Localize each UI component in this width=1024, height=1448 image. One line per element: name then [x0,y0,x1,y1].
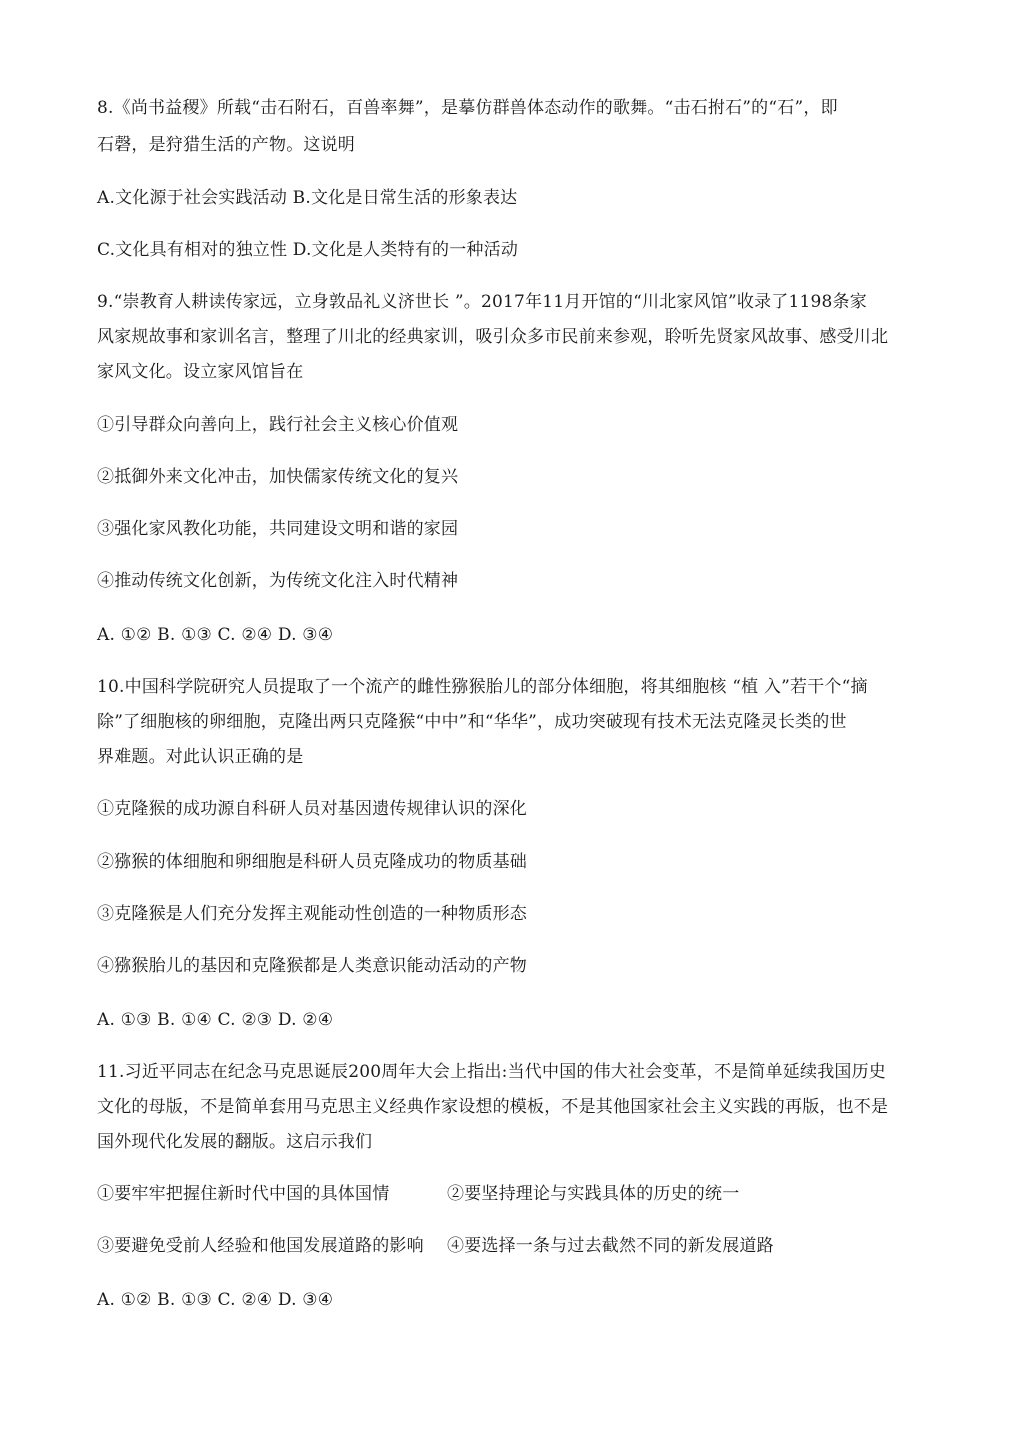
q9-item-1: ①引导群众向善向上，践行社会主义核心价值观 [97,415,459,435]
q10-item-4: ④猕猴胎儿的基因和克隆猴都是人类意识能动活动的产物 [97,956,527,976]
q11-stem-line-3: 国外现代化发展的翻版。这启示我们 [97,1132,373,1152]
q10-item-1: ①克隆猴的成功源自科研人员对基因遗传规律认识的深化 [97,799,527,819]
q11-item-1: ①要牢牢把握住新时代中国的具体国情 [97,1184,390,1204]
q10-item-3: ③克隆猴是人们充分发挥主观能动性创造的一种物质形态 [97,904,527,924]
q11-item-2: ②要坚持理论与实践具体的历史的统一 [447,1184,740,1204]
q10-stem-line-1: 10.中国科学院研究人员提取了一个流产的雌性猕猴胎儿的部分体细胞，将其细胞核 “植 入”若干个“摘 [97,677,868,697]
q10-answer-options: A. ①③ B. ①④ C. ②③ D. ②④ [97,1010,334,1030]
q9-answer-options: A. ①② B. ①③ C. ②④ D. ③④ [97,625,334,645]
q9-stem-line-1: 9.“崇教育人耕读传家远，立身敦品礼义济世长 ”。2017年11月开馆的“川北家风馆”收录了1198条家 [97,292,867,312]
q9-item-4: ④推动传统文化创新，为传统文化注入时代精神 [97,571,459,591]
q11-item-row-1 [97,1182,937,1206]
q11-item-4: ④要选择一条与过去截然不同的新发展道路 [447,1236,774,1256]
q9-stem-line-2: 风家规故事和家训名言，整理了川北的经典家训，吸引众多市民前来参观，聆听先贤家风故事、感受川北 [97,327,889,347]
q8-stem-line-2: 石磬，是狩猎生活的产物。这说明 [97,135,355,155]
q11-stem-line-1: 11.习近平同志在纪念马克思诞辰200周年大会上指出:当代中国的伟大社会变革，不是简单延续我国历史 [97,1062,887,1082]
q8-option-row-2: C.文化具有相对的独立性 D.文化是人类特有的一种活动 [97,240,519,260]
q9-item-3: ③强化家风教化功能，共同建设文明和谐的家园 [97,519,459,539]
q8-option-row-1: A.文化源于社会实践活动 B.文化是日常生活的形象表达 [97,188,518,208]
q11-item-3: ③要避免受前人经验和他国发展道路的影响 [97,1236,424,1256]
q11-answer-options: A. ①② B. ①③ C. ②④ D. ③④ [97,1290,334,1310]
q10-stem-line-3: 界难题。对此认识正确的是 [97,747,304,767]
q11-item-row-2 [97,1234,937,1258]
q9-stem-line-3: 家风文化。设立家风馆旨在 [97,362,304,382]
q9-item-2: ②抵御外来文化冲击，加快儒家传统文化的复兴 [97,467,459,487]
q10-stem-line-2: 除”了细胞核的卵细胞，克隆出两只克隆猴“中中”和“华华”，成功突破现有技术无法克隆灵长类的世 [97,712,847,732]
q8-stem-line-1: 8.《尚书益稷》所载“击石附石，百兽率舞”，是摹仿群兽体态动作的歌舞。“击石拊石”的“石”，即 [97,98,838,118]
q10-item-2: ②猕猴的体细胞和卵细胞是科研人员克隆成功的物质基础 [97,852,527,872]
q11-stem-line-2: 文化的母版，不是简单套用马克思主义经典作家设想的模板，不是其他国家社会主义实践的再版，也不是 [97,1097,889,1117]
